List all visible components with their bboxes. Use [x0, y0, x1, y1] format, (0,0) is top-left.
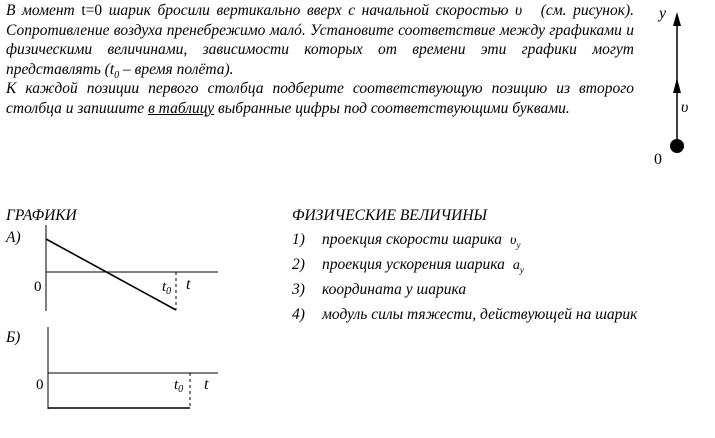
quantity-text: проекция скорости шарика: [322, 231, 503, 248]
problem-paragraph-1: [6, 1, 634, 79]
quantity-number: 4): [292, 306, 305, 323]
velocity-label: υ⃗: [681, 99, 701, 116]
table-link[interactable]: в таблицу: [148, 99, 215, 117]
quantity-number: 2): [292, 256, 305, 273]
graph-b-axis-label: t: [204, 376, 209, 393]
quantities-list: [292, 229, 637, 329]
ball: [670, 139, 684, 153]
problem-statement: [6, 1, 634, 119]
p1-velocity-symbol: υ⃗: [515, 2, 535, 19]
quantity-item: [292, 229, 637, 254]
graph-a-line: [46, 239, 176, 310]
graphs-title: ГРАФИКИ: [6, 207, 77, 224]
graph-a: [28, 225, 218, 317]
quantity-item: [292, 304, 637, 329]
quantity-text: координата y шарика: [322, 281, 467, 298]
graph-a-axis-label: t: [186, 276, 191, 293]
quantity-text: модуль силы тяжести, действующей на шарик: [322, 306, 638, 323]
quantity-symbol: $\upsilon_y$: [510, 233, 521, 250]
p1-text-c: (см. рисунок). Сопротивление воздуха пренебрежимо малó. Установите соответствие между графиками и физическими величинами, зависимости которых от времени эти графики могут представлять (t: [6, 2, 634, 78]
graph-a-t0-label: $t_0$: [162, 279, 172, 297]
graph-a-origin: 0: [34, 279, 42, 295]
graph-b-origin: 0: [36, 377, 44, 393]
quantity-item: [292, 279, 637, 304]
origin-label: 0: [654, 151, 662, 168]
velocity-arrowhead: [673, 78, 681, 93]
problem-paragraph-2: [6, 79, 634, 118]
p1-text-b: шарик бросили вертикально вверх с начальной скоростью: [102, 2, 515, 19]
p1-time-zero: t=0: [81, 2, 103, 19]
graph-b-label: Б): [6, 329, 21, 346]
graph-a-label: А): [6, 229, 21, 246]
y-axis-label: y: [659, 5, 667, 22]
p2-text-b: выбранные цифры под соответствующими буквами.: [214, 99, 570, 117]
p1-text-d: – время полёта).: [119, 60, 234, 78]
quantity-number: 3): [292, 281, 305, 298]
y-axis-arrowhead: [673, 12, 681, 26]
quantity-text: проекция ускорения шарика: [322, 256, 505, 273]
graph-b: [28, 327, 218, 419]
quantities-title: ФИЗИЧЕСКИЕ ВЕЛИЧИНЫ: [292, 207, 488, 224]
quantity-number: 1): [292, 231, 305, 248]
graph-b-t0-label: $t_0$: [174, 377, 184, 395]
p2-text-a: К каждой позиции первого столбца подберите соответствующую позицию из второго столбца и запишите: [6, 80, 634, 117]
ball-diagram: [640, 0, 715, 170]
p1-t0-subscript: 0: [114, 69, 120, 81]
p1-text-a: В момент: [6, 2, 82, 19]
quantity-symbol: $a_y$: [512, 258, 524, 275]
quantity-item: [292, 254, 637, 279]
